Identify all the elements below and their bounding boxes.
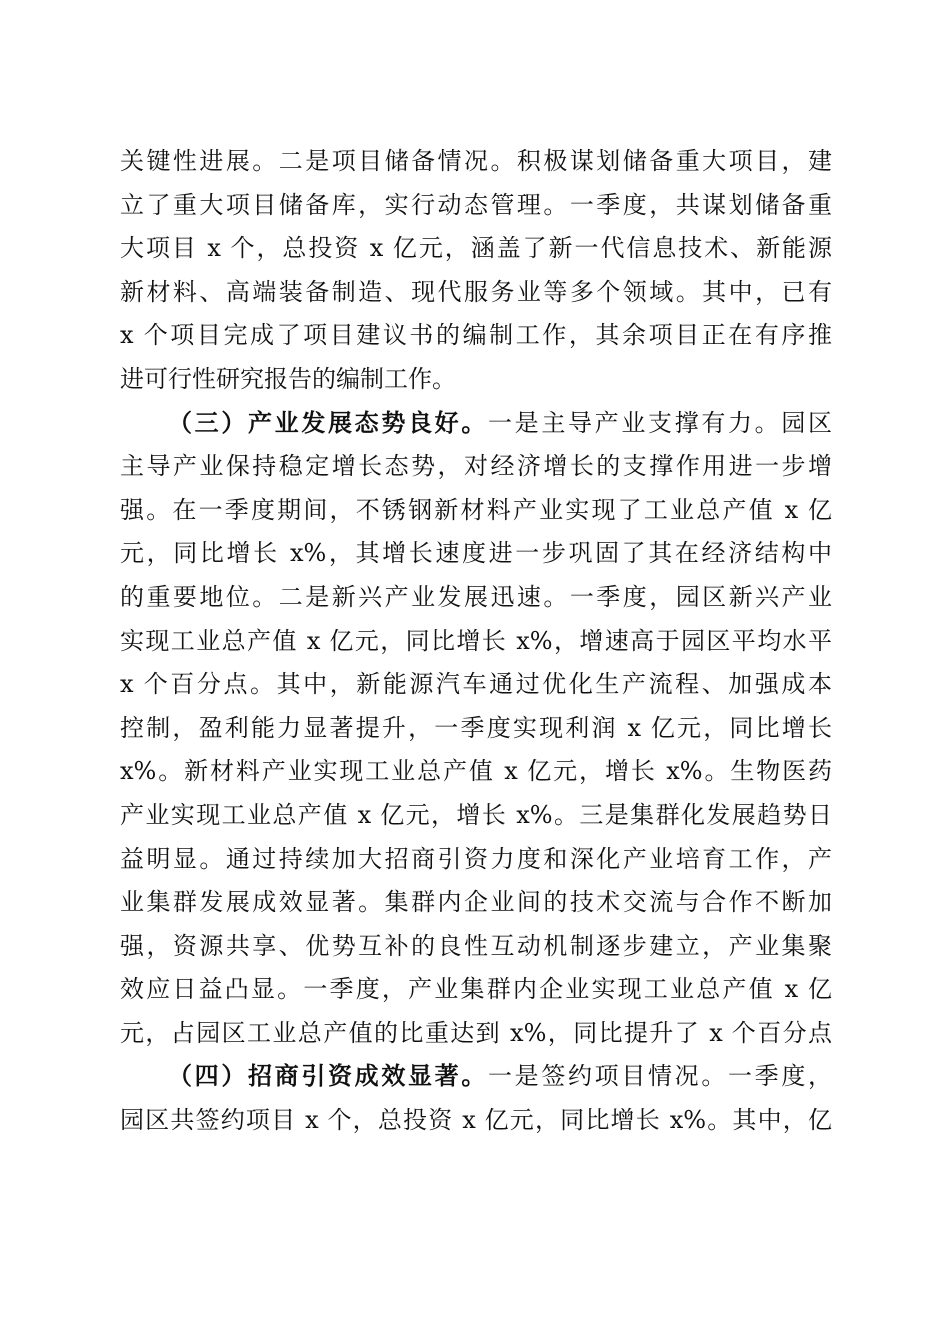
- section-heading: （三）产业发展态势良好。: [168, 408, 488, 437]
- paragraph-line: 元，同比增长 x%，其增长速度进一步巩固了其在经济结构中: [120, 539, 832, 568]
- paragraph-line: 关键性进展。二是项目储备情况。积极谋划储备重大项目，建: [120, 147, 832, 175]
- section-heading: （四）招商引资成效显著。: [168, 1062, 488, 1091]
- paragraph-line: 立了重大项目储备库，实行动态管理。一季度，共谋划储备重: [120, 190, 832, 219]
- paragraph-line: 大项目 x 个，总投资 x 亿元，涵盖了新一代信息技术、新能源: [120, 234, 832, 263]
- paragraph-line: 强，资源共享、优势互补的良性互动机制逐步建立，产业集聚: [120, 931, 832, 960]
- paragraph-line: 益明显。通过持续加大招商引资力度和深化产业培育工作，产: [120, 844, 832, 873]
- paragraph-line: 进可行性研究报告的编制工作。: [120, 364, 456, 393]
- paragraph-line: 强。在一季度期间，不锈钢新材料产业实现了工业总产值 x 亿: [120, 495, 832, 524]
- paragraph-line: 园区共签约项目 x 个，总投资 x 亿元，同比增长 x%。其中，亿: [120, 1106, 832, 1135]
- paragraph-line: 元，占园区工业总产值的比重达到 x%，同比提升了 x 个百分点: [120, 1018, 832, 1047]
- section-first-line-text: 一是签约项目情况。一季度，: [488, 1062, 832, 1091]
- section-heading-line: [120, 1055, 832, 1099]
- section-heading-line: [120, 402, 832, 446]
- section-first-line-text: 一是主导产业支撑有力。园区: [488, 408, 832, 437]
- paragraph-line: 产业实现工业总产值 x 亿元，增长 x%。三是集群化发展趋势日: [120, 800, 832, 829]
- paragraph-line: 的重要地位。二是新兴产业发展迅速。一季度，园区新兴产业: [120, 582, 832, 611]
- document-body: [120, 140, 832, 1143]
- paragraph-line: 控制，盈利能力显著提升，一季度实现利润 x 亿元，同比增长: [120, 713, 832, 742]
- paragraph-line: 效应日益凸显。一季度，产业集群内企业实现工业总产值 x 亿: [120, 975, 832, 1004]
- paragraph-line: x%。新材料产业实现工业总产值 x 亿元，增长 x%。生物医药: [120, 757, 832, 786]
- paragraph-line: x 个项目完成了项目建议书的编制工作，其余项目正在有序推: [120, 321, 832, 350]
- paragraph-line: x 个百分点。其中，新能源汽车通过优化生产流程、加强成本: [120, 670, 832, 699]
- paragraph-line: 新材料、高端装备制造、现代服务业等多个领域。其中，已有: [120, 277, 832, 306]
- paragraph-line: 业集群发展成效显著。集群内企业间的技术交流与合作不断加: [120, 888, 832, 917]
- paragraph-line: 实现工业总产值 x 亿元，同比增长 x%，增速高于园区平均水平: [120, 626, 832, 655]
- paragraph-line: 主导产业保持稳定增长态势，对经济增长的支撑作用进一步增: [120, 452, 832, 481]
